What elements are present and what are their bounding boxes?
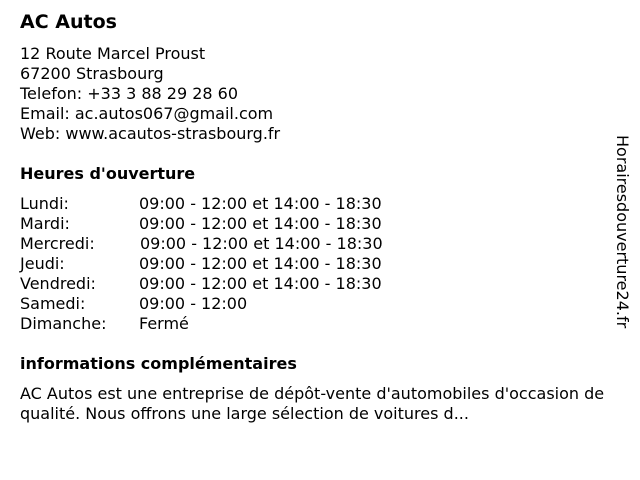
day-label: Lundi: [20, 194, 69, 213]
website-url: Web: www.acautos-strasbourg.fr [20, 124, 281, 143]
email-address: Email: ac.autos067@gmail.com [20, 104, 274, 123]
day-label: Dimanche: [20, 314, 107, 333]
watermark-site-label: Horairesdouverture24.fr [613, 135, 632, 329]
day-label: Vendredi: [20, 274, 96, 293]
contact-block [20, 44, 280, 144]
business-description: AC Autos est une entreprise de dépôt-vente d'automobiles d'occasion de qualité. Nous offrons une large sélection de voitures d... [20, 384, 605, 423]
time-value: 09:00 - 12:00 et 14:00 - 18:30 [139, 214, 382, 233]
additional-info-heading: informations complémentaires [20, 354, 297, 373]
address-line-2: 67200 Strasbourg [20, 64, 164, 83]
hours-row-thursday [20, 254, 440, 274]
hours-row-monday [20, 194, 440, 214]
time-value: 09:00 - 12:00 et 14:00 - 18:30 [139, 274, 382, 293]
time-value: 09:00 - 12:00 et 14:00 - 18:30 [140, 234, 383, 253]
day-label: Mardi: [20, 214, 70, 233]
phone-number: Telefon: +33 3 88 29 28 60 [20, 84, 239, 103]
hours-row-sunday [20, 314, 440, 334]
hours-row-saturday [20, 294, 440, 314]
time-value: 09:00 - 12:00 [139, 294, 248, 313]
day-label: Samedi: [20, 294, 86, 313]
time-value: 09:00 - 12:00 et 14:00 - 18:30 [139, 194, 382, 213]
hours-row-wednesday [20, 234, 440, 254]
address-line-1: 12 Route Marcel Proust [20, 44, 206, 63]
day-label: Jeudi: [20, 254, 65, 273]
time-value: Fermé [139, 314, 189, 333]
opening-hours-heading: Heures d'ouverture [20, 164, 196, 183]
business-name: AC Autos [20, 11, 117, 33]
time-value: 09:00 - 12:00 et 14:00 - 18:30 [139, 254, 382, 273]
hours-row-friday [20, 274, 440, 294]
opening-hours-table [20, 194, 440, 334]
day-label: Mercredi: [20, 234, 95, 253]
hours-row-tuesday [20, 214, 440, 234]
